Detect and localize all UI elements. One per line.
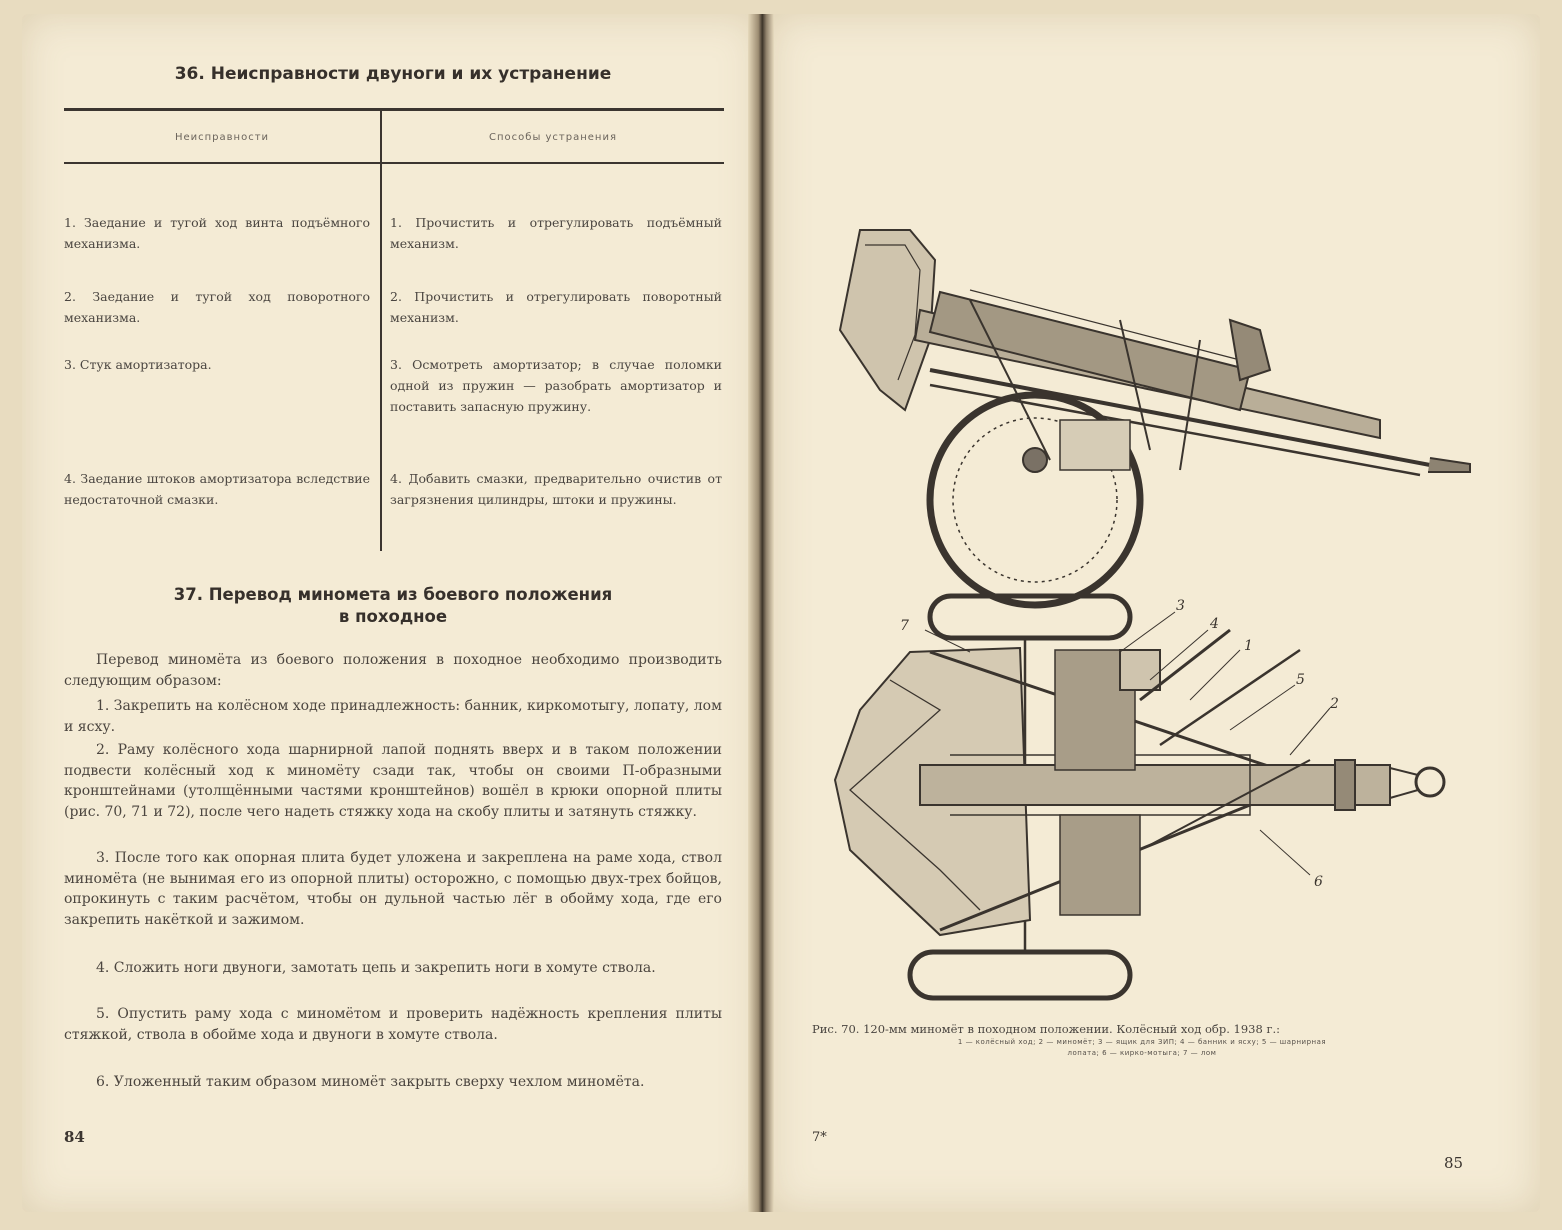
table-row-4-fault: 4. Заедание штоков амортизатора вследствие недостаточной смазки. (64, 471, 370, 507)
callout-4: 4 (1210, 616, 1219, 632)
table-row-2-fault: 2. Заедание и тугой ход поворотного механизма. (64, 289, 370, 325)
paragraph-step-6: 6. Уложенный таким образом миномёт закрыть сверху чехлом миномёта. (96, 1074, 645, 1090)
table-header-faults: Неисправности (174, 132, 270, 143)
section-36-title: 36. Неисправности двуноги и их устранение (174, 64, 612, 84)
page-number-left: 84 (64, 1128, 85, 1146)
table-row-2-fix: 2. Прочистить и отрегулировать поворотный механизм. (390, 289, 722, 325)
table-row-1-fix: 1. Прочистить и отрегулировать подъёмный механизм. (390, 215, 722, 251)
figure-caption-legend-line2: лопата; 6 — кирко-мотыга; 7 — лом (1067, 1049, 1217, 1057)
callout-2: 2 (1330, 696, 1339, 712)
table-column-divider (380, 111, 382, 551)
signature-mark: 7* (812, 1130, 827, 1145)
table-top-rule (64, 108, 724, 111)
table-row-4-fix: 4. Добавить смазки, предварительно очистив от загрязнения цилиндры, штоки и пружины. (390, 471, 722, 507)
table-row-1-fault: 1. Заедание и тугой ход винта подъёмного механизма. (64, 215, 370, 251)
section-37-title-line2: в походное (338, 607, 448, 626)
paragraph-step-4: 4. Сложить ноги двуноги, замотать цепь и закрепить ноги в хомуте ствола. (96, 960, 656, 976)
figure-caption-title: Рис. 70. 120-мм миномёт в походном положении. Колёсный ход обр. 1938 г.: (812, 1022, 1281, 1036)
book-gutter (748, 14, 774, 1212)
paragraph-step-3: 3. После того как опорная плита будет уложена и закреплена на раме хода, ствол миномёта (не вынимая его из опорной плиты) осторожно, с помощью двух-трех бойцов, опрокинуть с таким расчётом, чтобы он дульной частью лёг в обойму хода, где его закрепить накёткой и зажимом. (64, 850, 722, 928)
figure-caption (812, 1022, 1472, 1059)
figure-caption-legend-line1: 1 — колёсный ход; 2 — миномёт; 3 — ящик для ЗИП; 4 — банник и ясху; 5 — шарнирная (957, 1038, 1327, 1046)
callout-1: 1 (1244, 638, 1253, 654)
callout-6: 6 (1314, 874, 1323, 890)
paragraph-intro: Перевод миномёта из боевого положения в походное необходимо производить следующим образом: (64, 652, 722, 689)
callout-5: 5 (1296, 672, 1305, 688)
paragraph-step-1: 1. Закрепить на колёсном ходе принадлежность: банник, киркомотыгу, лопату, лом и ясху. (64, 698, 722, 735)
paragraph-step-5: 5. Опустить раму хода с миномётом и проверить надёжность крепления плиты стяжкой, ствола в обойме хода и двуноги в хомуте ствола. (64, 1006, 722, 1043)
paragraph-step-2: 2. Раму колёсного хода шарнирной лапой поднять вверх и в таком положении подвести колёсный ход к миномёту сзади так, чтобы он своими П-образными кронштейнами (утолщёнными частями кронштейнов) вошёл в крюки опорной плиты (рис. 70, 71 и 72), после чего надеть стяжку хода на скобу плиты и затянуть стяжку. (64, 742, 722, 820)
page-number-right: 85 (1444, 1154, 1464, 1172)
table-row-3-fault: 3. Стук амортизатора. (64, 357, 212, 372)
mortar-side-view-illustration (820, 220, 1520, 580)
section-37-title-line1: 37. Перевод миномета из боевого положения (173, 585, 613, 604)
mortar-top-view-illustration (830, 590, 1470, 1010)
callout-7: 7 (900, 618, 909, 634)
table-header-remedies: Способы устранения (489, 132, 617, 143)
callout-3: 3 (1176, 598, 1185, 614)
table-header-rule (64, 162, 724, 164)
table-row-3-fix: 3. Осмотреть амортизатор; в случае поломки одной из пружин — разобрать амортизатор и поставить запасную пружину. (390, 357, 722, 414)
